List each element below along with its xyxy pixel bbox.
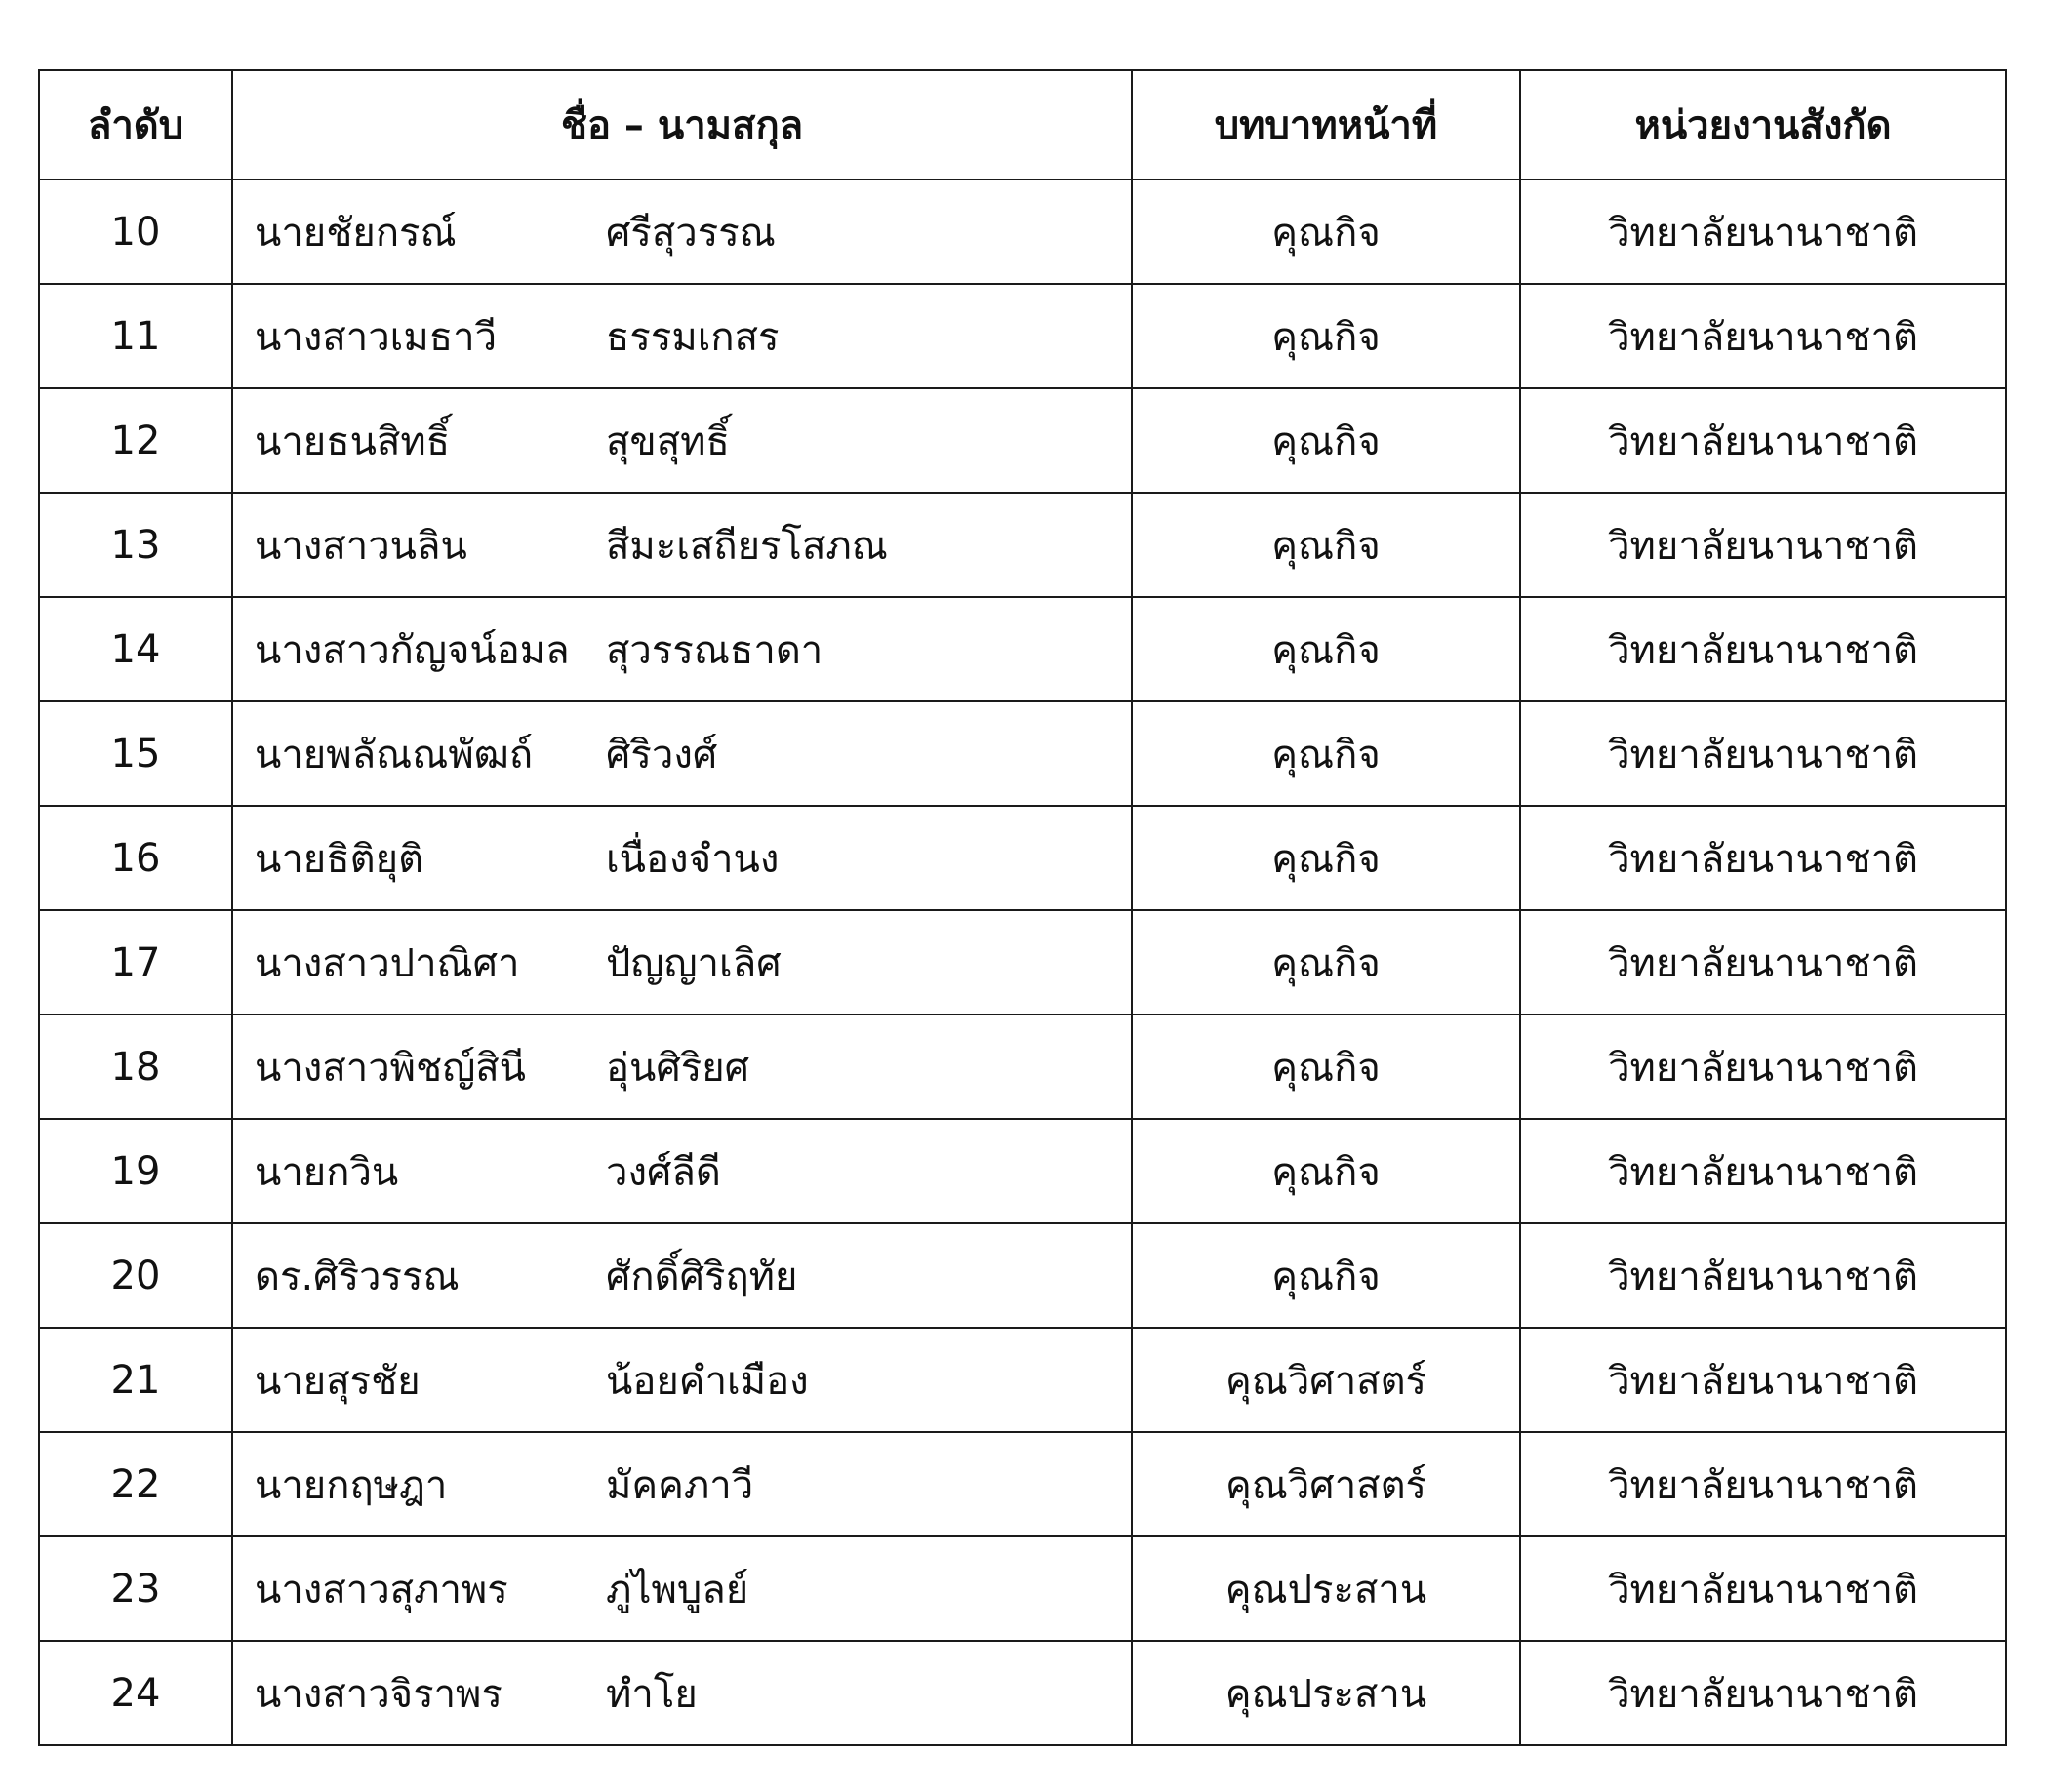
cell-no: 10 <box>39 179 232 284</box>
header-row <box>39 70 2006 179</box>
cell-no: 21 <box>39 1328 232 1432</box>
cell-unit: วิทยาลัยนานาชาติ <box>1520 493 2006 597</box>
last-name: ศิริวงศ์ <box>606 732 718 777</box>
cell-role: คุณประสาน <box>1132 1536 1520 1641</box>
table-row <box>39 1119 2006 1223</box>
last-name: น้อยคำเมือง <box>606 1358 809 1404</box>
cell-role: คุณกิจ <box>1132 388 1520 493</box>
table-row <box>39 388 2006 493</box>
member-table-container <box>38 69 2005 1746</box>
table-row <box>39 1223 2006 1328</box>
header-no: ลำดับ <box>39 70 232 179</box>
cell-name <box>232 806 1132 910</box>
table-row <box>39 1641 2006 1745</box>
first-name: นายกวิน <box>255 1149 399 1195</box>
last-name: อุ่นศิริยศ <box>606 1045 750 1091</box>
first-name: นางสาวจิราพร <box>255 1671 502 1717</box>
cell-name <box>232 1223 1132 1328</box>
cell-no: 18 <box>39 1015 232 1119</box>
cell-name <box>232 1328 1132 1432</box>
first-name: นางสาวกัญจน์อมล <box>255 627 570 673</box>
first-name: นางสาวนลิน <box>255 523 467 569</box>
first-name: ดร.ศิริวรรณ <box>255 1254 460 1299</box>
cell-role: คุณกิจ <box>1132 806 1520 910</box>
first-name: นายธิติยุติ <box>255 836 424 882</box>
table-row <box>39 910 2006 1015</box>
cell-name <box>232 701 1132 806</box>
cell-no: 24 <box>39 1641 232 1745</box>
first-name: นายชัยกรณ์ <box>255 210 457 256</box>
first-name: นางสาวพิชญ์สินี <box>255 1045 527 1091</box>
cell-no: 12 <box>39 388 232 493</box>
member-table <box>38 69 2007 1746</box>
table-row <box>39 284 2006 388</box>
first-name: นางสาวเมธาวี <box>255 314 498 360</box>
cell-unit: วิทยาลัยนานาชาติ <box>1520 388 2006 493</box>
cell-no: 15 <box>39 701 232 806</box>
cell-no: 14 <box>39 597 232 701</box>
cell-role: คุณกิจ <box>1132 179 1520 284</box>
cell-unit: วิทยาลัยนานาชาติ <box>1520 1641 2006 1745</box>
last-name: ธรรมเกสร <box>606 314 780 360</box>
cell-name <box>232 388 1132 493</box>
cell-name <box>232 1119 1132 1223</box>
cell-unit: วิทยาลัยนานาชาติ <box>1520 1223 2006 1328</box>
cell-unit: วิทยาลัยนานาชาติ <box>1520 179 2006 284</box>
last-name: ปัญญาเลิศ <box>606 940 782 986</box>
table-row <box>39 179 2006 284</box>
cell-unit: วิทยาลัยนานาชาติ <box>1520 1432 2006 1536</box>
table-row <box>39 1432 2006 1536</box>
last-name: เนื่องจำนง <box>606 836 780 882</box>
cell-name <box>232 1432 1132 1536</box>
first-name: นางสาวปาณิศา <box>255 940 520 986</box>
cell-unit: วิทยาลัยนานาชาติ <box>1520 701 2006 806</box>
first-name: นายพลัณณพัฒถ์ <box>255 732 534 777</box>
cell-unit: วิทยาลัยนานาชาติ <box>1520 597 2006 701</box>
cell-unit: วิทยาลัยนานาชาติ <box>1520 1328 2006 1432</box>
cell-name <box>232 1641 1132 1745</box>
last-name: วงศ์ลีดี <box>606 1149 721 1195</box>
last-name: ทำโย <box>606 1671 698 1717</box>
cell-role: คุณกิจ <box>1132 1015 1520 1119</box>
last-name: สุวรรณธาดา <box>606 627 823 673</box>
cell-unit: วิทยาลัยนานาชาติ <box>1520 806 2006 910</box>
last-name: ศรีสุวรรณ <box>606 210 776 256</box>
table-row <box>39 1328 2006 1432</box>
first-name: นายธนสิทธิ์ <box>255 418 451 464</box>
table-row <box>39 493 2006 597</box>
header-unit: หน่วยงานสังกัด <box>1520 70 2006 179</box>
table-row <box>39 1536 2006 1641</box>
table-header <box>39 70 2006 179</box>
last-name: สุขสุทธิ์ <box>606 418 730 464</box>
cell-role: คุณกิจ <box>1132 1223 1520 1328</box>
cell-no: 13 <box>39 493 232 597</box>
last-name: ศักดิ์ศิริฤทัย <box>606 1254 798 1299</box>
cell-role: คุณกิจ <box>1132 597 1520 701</box>
cell-role: คุณกิจ <box>1132 701 1520 806</box>
cell-name <box>232 597 1132 701</box>
cell-role: คุณประสาน <box>1132 1641 1520 1745</box>
cell-role: คุณกิจ <box>1132 910 1520 1015</box>
cell-unit: วิทยาลัยนานาชาติ <box>1520 1119 2006 1223</box>
cell-unit: วิทยาลัยนานาชาติ <box>1520 1015 2006 1119</box>
last-name: มัคคภาวี <box>606 1462 754 1508</box>
header-name: ชื่อ – นามสกุล <box>232 70 1132 179</box>
first-name: นายสุรชัย <box>255 1358 421 1404</box>
cell-role: คุณกิจ <box>1132 1119 1520 1223</box>
cell-no: 16 <box>39 806 232 910</box>
header-role: บทบาทหน้าที่ <box>1132 70 1520 179</box>
first-name: นายกฤษฎา <box>255 1462 448 1508</box>
cell-role: คุณกิจ <box>1132 284 1520 388</box>
cell-name <box>232 179 1132 284</box>
first-name: นางสาวสุภาพร <box>255 1567 508 1613</box>
cell-no: 20 <box>39 1223 232 1328</box>
cell-name <box>232 493 1132 597</box>
cell-name <box>232 1015 1132 1119</box>
table-row <box>39 701 2006 806</box>
cell-no: 11 <box>39 284 232 388</box>
last-name: ภู่ไพบูลย์ <box>606 1567 749 1613</box>
table-row <box>39 806 2006 910</box>
table-row <box>39 597 2006 701</box>
cell-unit: วิทยาลัยนานาชาติ <box>1520 1536 2006 1641</box>
table-row <box>39 1015 2006 1119</box>
cell-no: 22 <box>39 1432 232 1536</box>
cell-no: 23 <box>39 1536 232 1641</box>
last-name: สีมะเสถียรโสภณ <box>606 523 888 569</box>
cell-no: 17 <box>39 910 232 1015</box>
cell-name <box>232 910 1132 1015</box>
cell-name <box>232 284 1132 388</box>
table-body <box>39 179 2006 1745</box>
cell-name <box>232 1536 1132 1641</box>
cell-role: คุณกิจ <box>1132 493 1520 597</box>
cell-no: 19 <box>39 1119 232 1223</box>
cell-unit: วิทยาลัยนานาชาติ <box>1520 910 2006 1015</box>
cell-role: คุณวิศาสตร์ <box>1132 1432 1520 1536</box>
cell-role: คุณวิศาสตร์ <box>1132 1328 1520 1432</box>
cell-unit: วิทยาลัยนานาชาติ <box>1520 284 2006 388</box>
